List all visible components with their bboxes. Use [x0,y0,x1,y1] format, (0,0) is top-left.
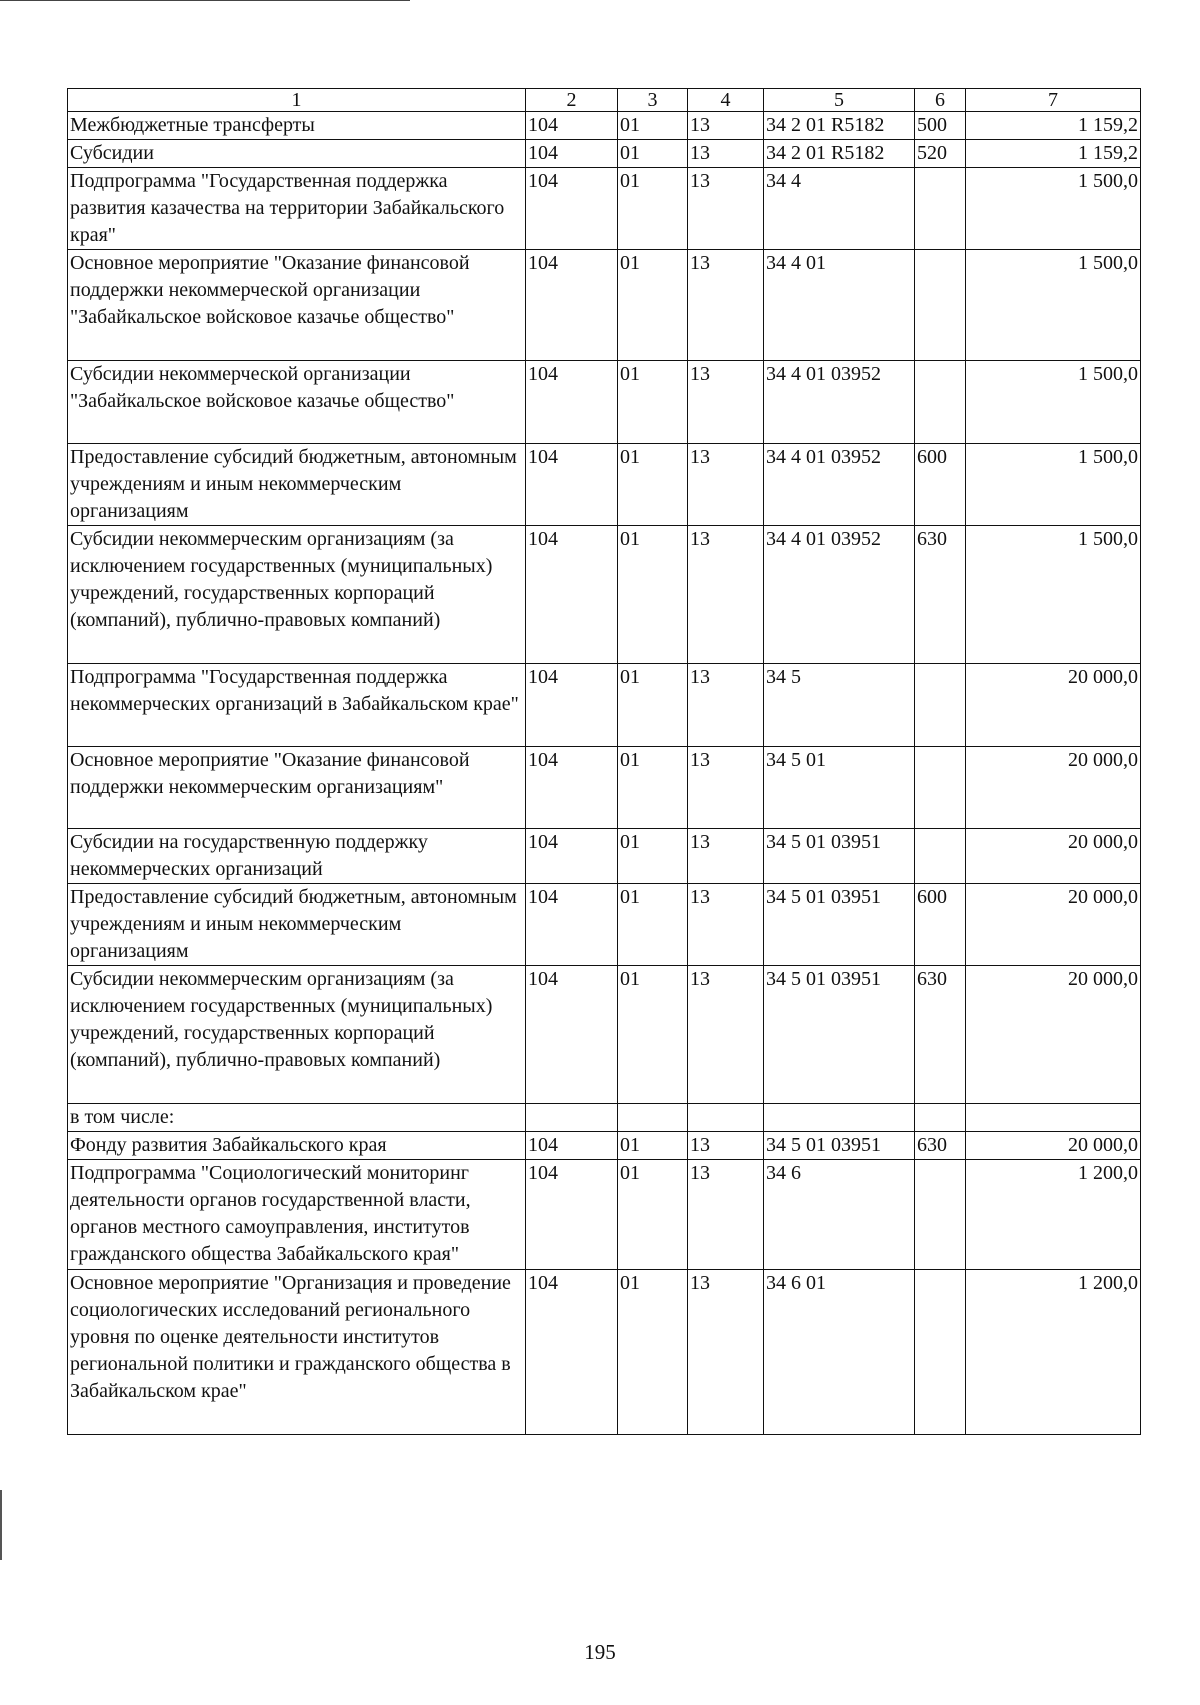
cell-col4: 13 [688,526,764,664]
cell-col6: 600 [915,444,966,526]
cell-col4: 13 [688,1160,764,1270]
cell-col2: 104 [526,884,618,966]
cell-col5: 34 4 01 03952 [764,526,915,664]
cell-col4: 13 [688,168,764,250]
cell-amount: 20 000,0 [966,664,1141,747]
cell-col2: 104 [526,168,618,250]
cell-col5: 34 4 01 [764,250,915,361]
cell-col5: 34 4 01 03952 [764,361,915,444]
cell-col5: 34 4 [764,168,915,250]
cell-col6 [915,1270,966,1435]
table-row [68,140,1141,168]
cell-col5: 34 5 01 03951 [764,1132,915,1160]
cell-col2: 104 [526,140,618,168]
item-name: Подпрограмма "Социологический мониторинг деятельности органов государственной власти, органов местного самоуправления, институтов гражданского общества Забайкальского края" [68,1160,526,1270]
cell-col4: 13 [688,664,764,747]
cell-col3: 01 [618,747,688,829]
cell-col3: 01 [618,664,688,747]
cell-amount: 20 000,0 [966,829,1141,884]
cell-col3: 01 [618,884,688,966]
item-name: Подпрограмма "Государственная поддержка некоммерческих организаций в Забайкальском крае" [68,664,526,747]
cell-col5: 34 2 01 R5182 [764,112,915,140]
cell-col4: 13 [688,829,764,884]
cell-amount: 1 500,0 [966,361,1141,444]
table-row [68,526,1141,664]
table-row [68,1132,1141,1160]
cell-col2: 104 [526,966,618,1104]
table-row [68,444,1141,526]
item-name: Субсидии [68,140,526,168]
cell-col4: 13 [688,884,764,966]
cell-col3: 01 [618,444,688,526]
item-name: Межбюджетные трансферты [68,112,526,140]
cell-col6: 500 [915,112,966,140]
item-name: Субсидии некоммерческой организации "Забайкальское войсковое казачье общество" [68,361,526,444]
page-number: 195 [584,1640,616,1664]
table-row [68,966,1141,1104]
cell-col6 [915,361,966,444]
column-header: 3 [618,89,688,112]
cell-amount: 1 500,0 [966,526,1141,664]
cell-col5: 34 5 01 03951 [764,884,915,966]
cell-amount: 20 000,0 [966,966,1141,1104]
cell-col4: 13 [688,140,764,168]
budget-table [67,88,1141,1435]
column-header: 1 [68,89,526,112]
cell-col3: 01 [618,140,688,168]
table-row [68,1104,1141,1132]
cell-col3: 01 [618,526,688,664]
cell-col3: 01 [618,1132,688,1160]
cell-col6: 630 [915,1132,966,1160]
cell-col6 [915,829,966,884]
cell-amount: 20 000,0 [966,747,1141,829]
scan-margin-mark [0,1490,2,1560]
item-name: Предоставление субсидий бюджетным, автономным учреждениям и иным некоммерческим организациям [68,884,526,966]
cell-col5: 34 5 01 [764,747,915,829]
table-row [68,884,1141,966]
table-row [68,250,1141,361]
cell-col2: 104 [526,526,618,664]
cell-amount: 1 200,0 [966,1160,1141,1270]
cell-amount: 1 159,2 [966,112,1141,140]
cell-col2: 104 [526,250,618,361]
scan-edge-line [0,0,410,1]
item-name: Основное мероприятие "Организация и проведение социологических исследований регионального уровня по оценке деятельности институтов региональной политики и гражданского общества в Забайкальском крае" [68,1270,526,1435]
cell-col6 [915,250,966,361]
cell-amount: 20 000,0 [966,1132,1141,1160]
table-row [68,168,1141,250]
cell-col5: 34 6 01 [764,1270,915,1435]
cell-col6 [915,168,966,250]
column-header: 6 [915,89,966,112]
cell-col5: 34 5 01 03951 [764,966,915,1104]
column-header: 2 [526,89,618,112]
cell-amount: 20 000,0 [966,884,1141,966]
item-name: Фонду развития Забайкальского края [68,1132,526,1160]
cell-col4: 13 [688,444,764,526]
cell-col4: 13 [688,361,764,444]
cell-col2: 104 [526,1270,618,1435]
cell-col2: 104 [526,361,618,444]
cell-amount: 1 200,0 [966,1270,1141,1435]
cell-col4: 13 [688,112,764,140]
cell-col5 [764,1104,915,1132]
cell-col3 [618,1104,688,1132]
item-name: в том числе: [68,1104,526,1132]
cell-col2: 104 [526,444,618,526]
cell-col5: 34 6 [764,1160,915,1270]
table-row [68,361,1141,444]
table-row [68,829,1141,884]
cell-col6: 520 [915,140,966,168]
cell-col5: 34 4 01 03952 [764,444,915,526]
cell-col2 [526,1104,618,1132]
cell-col3: 01 [618,1270,688,1435]
cell-col3: 01 [618,361,688,444]
table-header-row [68,89,1141,112]
cell-col3: 01 [618,1160,688,1270]
cell-col6 [915,747,966,829]
cell-amount: 1 159,2 [966,140,1141,168]
cell-col6: 630 [915,526,966,664]
item-name: Субсидии на государственную поддержку некоммерческих организаций [68,829,526,884]
cell-col4: 13 [688,250,764,361]
item-name: Предоставление субсидий бюджетным, автономным учреждениям и иным некоммерческим организациям [68,444,526,526]
cell-col3: 01 [618,966,688,1104]
cell-col3: 01 [618,168,688,250]
cell-col2: 104 [526,664,618,747]
cell-col3: 01 [618,250,688,361]
cell-col4: 13 [688,1270,764,1435]
item-name: Основное мероприятие "Оказание финансовой поддержки некоммерческой организации "Забайкальское войсковое казачье общество" [68,250,526,361]
cell-col6 [915,664,966,747]
cell-col4: 13 [688,747,764,829]
cell-col5: 34 2 01 R5182 [764,140,915,168]
cell-col3: 01 [618,112,688,140]
cell-col4: 13 [688,966,764,1104]
table-row [68,112,1141,140]
cell-col6: 600 [915,884,966,966]
cell-col3: 01 [618,829,688,884]
column-header: 4 [688,89,764,112]
item-name: Подпрограмма "Государственная поддержка развития казачества на территории Забайкальского края" [68,168,526,250]
table-row [68,1270,1141,1435]
cell-amount: 1 500,0 [966,168,1141,250]
cell-col5: 34 5 [764,664,915,747]
table-row [68,747,1141,829]
cell-amount: 1 500,0 [966,444,1141,526]
cell-col6: 630 [915,966,966,1104]
cell-col6 [915,1104,966,1132]
cell-col2: 104 [526,747,618,829]
item-name: Субсидии некоммерческим организациям (за исключением государственных (муниципальных) учреждений, государственных корпораций (компаний), публично-правовых компаний) [68,966,526,1104]
table-row [68,664,1141,747]
cell-col2: 104 [526,829,618,884]
item-name: Субсидии некоммерческим организациям (за исключением государственных (муниципальных) учреждений, государственных корпораций (компаний), публично-правовых компаний) [68,526,526,664]
column-header: 5 [764,89,915,112]
cell-col2: 104 [526,1132,618,1160]
column-header: 7 [966,89,1141,112]
cell-col4 [688,1104,764,1132]
cell-col4: 13 [688,1132,764,1160]
cell-amount [966,1104,1141,1132]
table-row [68,1160,1141,1270]
cell-col2: 104 [526,1160,618,1270]
cell-col5: 34 5 01 03951 [764,829,915,884]
cell-col2: 104 [526,112,618,140]
item-name: Основное мероприятие "Оказание финансовой поддержки некоммерческим организациям" [68,747,526,829]
cell-amount: 1 500,0 [966,250,1141,361]
cell-col6 [915,1160,966,1270]
